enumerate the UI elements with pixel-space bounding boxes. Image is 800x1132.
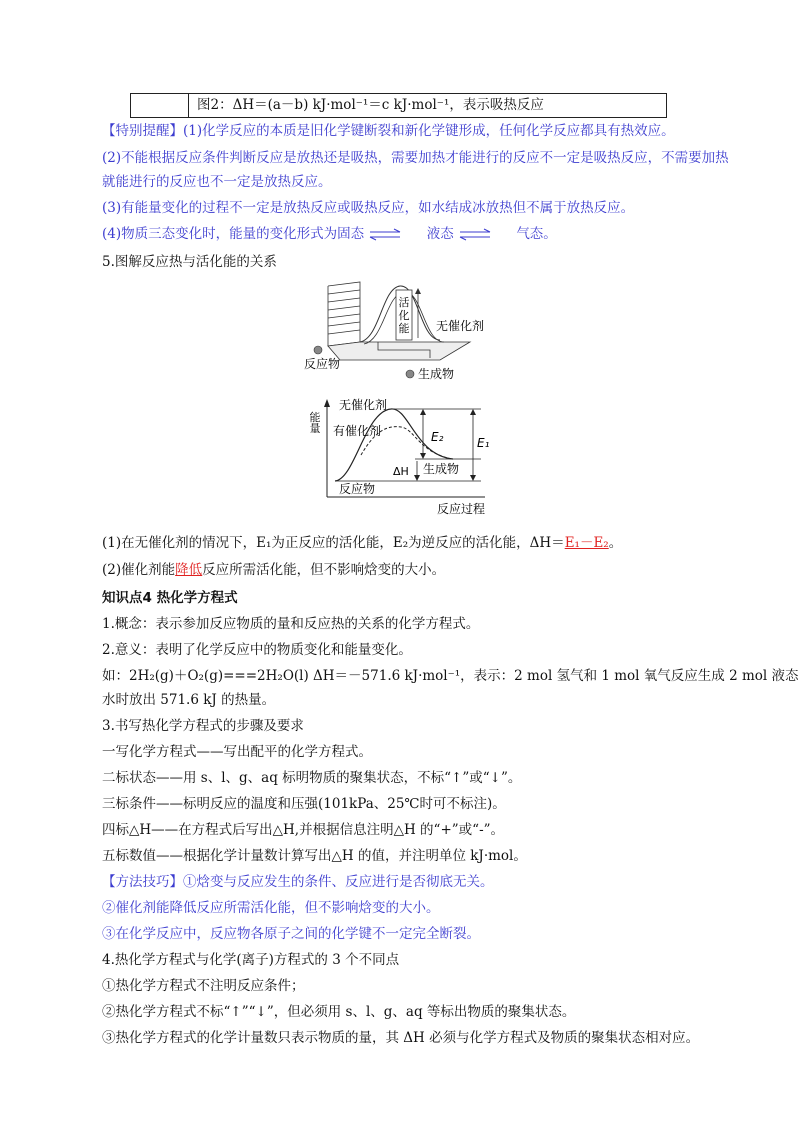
method-m1: 【方法技巧】①焓变与反应发生的条件、反应进行是否彻底无关。 <box>102 874 494 890</box>
note-1 <box>102 533 622 553</box>
kp4-p4: 3.书写热化学方程式的步骤及要求 <box>102 718 304 734</box>
table-cell-text: 图2：ΔH＝(a－b) kJ·mol⁻¹＝c kJ·mol⁻¹，表示吸热反应 <box>197 97 544 113</box>
figure-energy-profile <box>305 395 505 520</box>
kp4-s3: 三标条件——标明反应的温度和压强(101kPa、25℃时可不标注)。 <box>102 796 506 812</box>
note-1-text: (1)在无催化剂的情况下，E₁为正反应的活化能，E₂为逆反应的活化能，ΔH＝ <box>102 535 565 551</box>
note-1-end: 。 <box>608 535 623 551</box>
tips-gas: 气态。 <box>516 226 557 242</box>
section-5-title: 5.图解反应热与活化能的关系 <box>102 254 277 270</box>
tips-line-2b: 就能进行的反应也不一定是放热反应。 <box>102 174 332 190</box>
table-cell-empty <box>131 94 189 117</box>
x-axis-label: 反应过程 <box>437 502 486 516</box>
note-1-answer: E₁－E₂ <box>564 535 609 551</box>
product-ball-icon <box>406 370 414 378</box>
floor <box>328 342 470 360</box>
striped-wall <box>328 282 360 346</box>
table-row <box>130 93 667 118</box>
tips-line-1 <box>102 121 675 141</box>
label-dh: ΔH <box>393 465 409 478</box>
note-2-end: 反应所需活化能，但不影响焓变的大小。 <box>202 562 446 578</box>
label-activation: 活化能 <box>398 296 410 335</box>
fig1-reactant: 反应物 <box>304 357 341 371</box>
note-2 <box>102 560 445 580</box>
fig2-no-catalyst: 无催化剂 <box>339 398 388 412</box>
tips-solid: (4)物质三态变化时，能量的变化形式为固态 <box>102 226 365 242</box>
fig2-catalyst: 有催化剂 <box>333 424 382 438</box>
tips-line-2a: (2)不能根据反应条件判断反应是放热还是吸热，需要加热才能进行的反应不一定是吸热反应，不需要加热 <box>102 150 729 166</box>
fig2-product: 生成物 <box>423 462 460 476</box>
method-m2: ②催化剂能降低反应所需活化能，但不影响焓变的大小。 <box>102 900 440 916</box>
label-e1: E₁ <box>477 436 490 450</box>
tips-text-1: (1)化学反应的本质是旧化学键断裂和新化学键形成，任何化学反应都具有热效应。 <box>183 123 675 139</box>
equilibrium-arrow-icon <box>368 228 402 242</box>
kp4-p2: 2.意义：表明了化学反应中的物质变化和能量变化。 <box>102 642 412 658</box>
kp4-title: 知识点4 热化学方程式 <box>102 590 238 606</box>
fig1-no-catalyst: 无催化剂 <box>436 319 485 333</box>
kp4-s5: 五标数值——根据化学计量数计算写出△H 的值，并注明单位 kJ·mol。 <box>102 848 527 864</box>
tips-heading: 【特别提醒】 <box>102 123 183 139</box>
kp4-s2: 二标状态——用 s、l、g、aq 标明物质的聚集状态，不标“↑”或“↓”。 <box>102 770 522 786</box>
kp4-p3b: 水时放出 571.6 kJ 的热量。 <box>102 692 276 708</box>
tips-liquid: 液态 <box>426 226 454 242</box>
tips-line-3: (3)有能量变化的过程不一定是放热反应或吸热反应，如水结成冰放热但不属于放热反应。 <box>102 200 635 216</box>
fig2-reactant: 反应物 <box>339 482 376 496</box>
kp4-p1: 1.概念：表示参加反应物质的量和反应热的关系的化学方程式。 <box>102 616 480 632</box>
method-m3: ③在化学反应中，反应物各原子之间的化学键不一定完全断裂。 <box>102 926 480 942</box>
equilibrium-arrow-icon <box>458 228 492 242</box>
diff-d2: ②热化学方程式不标“↑”“↓”，但必须用 s、l、g、aq 等标出物质的聚集状态。 <box>102 1004 576 1020</box>
y-axis-label: 能量 <box>309 411 321 435</box>
tips-line-4 <box>102 224 557 244</box>
reactant-ball-icon <box>314 346 322 354</box>
note-2-answer: 降低 <box>175 562 203 578</box>
kp4-s1: 一写化学方程式——写出配平的化学方程式。 <box>102 744 372 760</box>
label-e2: E₂ <box>431 430 444 444</box>
diff-d1: ①热化学方程式不注明反应条件； <box>102 978 305 994</box>
kp4-p3a: 如：2H₂(g)＋O₂(g)===2H₂O(l) ΔH＝－571.6 kJ·mol⁻¹，表示：2 mol 氢气和 1 mol 氧气反应生成 2 mol 液态 <box>102 668 799 684</box>
note-2-text: (2)催化剂能 <box>102 562 176 578</box>
diff-d3: ③热化学方程式的化学计量数只表示物质的量，其 ΔH 必须与化学方程式及物质的聚集状态相对应。 <box>102 1030 700 1046</box>
kp4-s4: 四标△H——在方程式后写出△H,并根据信息注明△H 的“+”或“-”。 <box>102 822 505 838</box>
fig1-product: 生成物 <box>418 367 455 381</box>
figure-activation-3d <box>300 278 520 388</box>
diff-title: 4.热化学方程式与化学(离子)方程式的 3 个不同点 <box>102 952 400 968</box>
